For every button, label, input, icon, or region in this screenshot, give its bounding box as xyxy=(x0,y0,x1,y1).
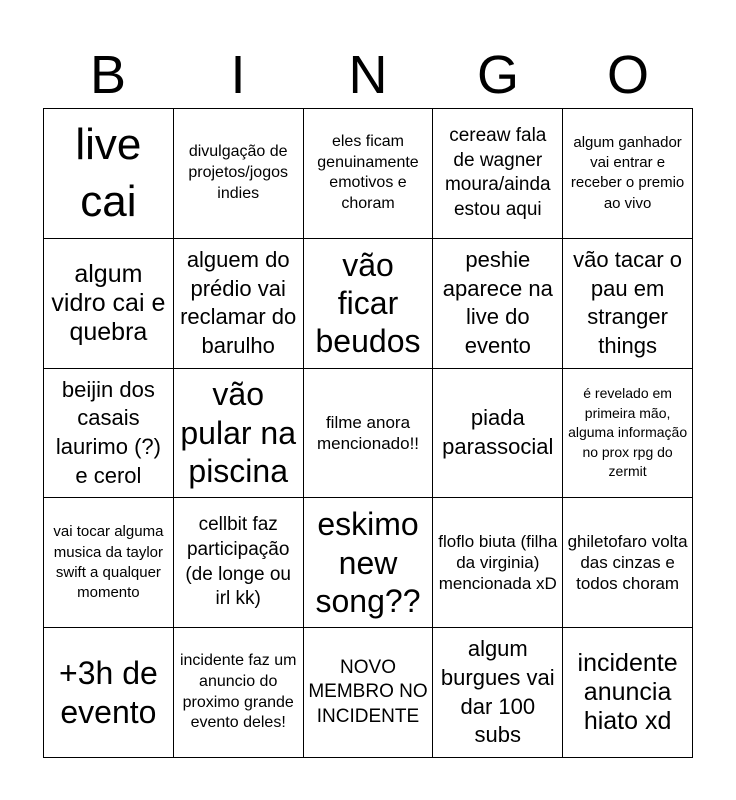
header-letter-o: O xyxy=(606,45,649,105)
bingo-cell-r4c3[interactable]: eskimo new song?? xyxy=(304,498,434,628)
bingo-cell-r3c1[interactable]: beijin dos casais laurimo (?) e cerol xyxy=(44,369,174,499)
bingo-cell-r5c2[interactable]: incidente faz um anuncio do proximo grande evento deles! xyxy=(174,628,304,758)
bingo-cell-r2c4[interactable]: peshie aparece na live do evento xyxy=(433,239,563,369)
bingo-cell-r2c5[interactable]: vão tacar o pau em stranger things xyxy=(563,239,693,369)
bingo-cell-r3c3[interactable]: filme anora mencionado!! xyxy=(304,369,434,499)
bingo-cell-r1c5[interactable]: algum ganhador vai entrar e receber o premio ao vivo xyxy=(563,109,693,239)
bingo-cell-r4c4[interactable]: floflo biuta (filha da virginia) mencionada xD xyxy=(433,498,563,628)
bingo-cell-r3c5[interactable]: é revelado em primeira mão, alguma informação no prox rpg do zermit xyxy=(563,369,693,499)
header-letter-n: N xyxy=(348,45,388,105)
bingo-cell-r1c3[interactable]: eles ficam genuinamente emotivos e choram xyxy=(304,109,434,239)
bingo-cell-r1c2[interactable]: divulgação de projetos/jogos indies xyxy=(174,109,304,239)
bingo-cell-r4c2[interactable]: cellbit faz participação (de longe ou irl kk) xyxy=(174,498,304,628)
bingo-cell-r3c2[interactable]: vão pular na piscina xyxy=(174,369,304,499)
bingo-header xyxy=(43,42,693,108)
bingo-cell-r2c3[interactable]: vão ficar beudos xyxy=(304,239,434,369)
bingo-card xyxy=(43,108,693,758)
header-letter-b: B xyxy=(89,45,127,105)
bingo-cell-r4c5[interactable]: ghiletofaro volta das cinzas e todos choram xyxy=(563,498,693,628)
bingo-cell-r4c1[interactable]: vai tocar alguma musica da taylor swift a qualquer momento xyxy=(44,498,174,628)
bingo-cell-r5c1[interactable]: +3h de evento xyxy=(44,628,174,758)
header-letter-g: G xyxy=(476,45,519,105)
bingo-cell-r3c4[interactable]: piada parassocial xyxy=(433,369,563,499)
bingo-cell-r1c4[interactable]: cereaw fala de wagner moura/ainda estou aqui xyxy=(433,109,563,239)
header-letter-i: I xyxy=(230,45,246,105)
bingo-cell-r5c5[interactable]: incidente anuncia hiato xd xyxy=(563,628,693,758)
bingo-cell-r2c1[interactable]: algum vidro cai e quebra xyxy=(44,239,174,369)
bingo-cell-r2c2[interactable]: alguem do prédio vai reclamar do barulho xyxy=(174,239,304,369)
bingo-cell-r5c3[interactable]: NOVO MEMBRO NO INCIDENTE xyxy=(304,628,434,758)
bingo-cell-r1c1[interactable]: live cai xyxy=(44,109,174,239)
bingo-cell-r5c4[interactable]: algum burgues vai dar 100 subs xyxy=(433,628,563,758)
